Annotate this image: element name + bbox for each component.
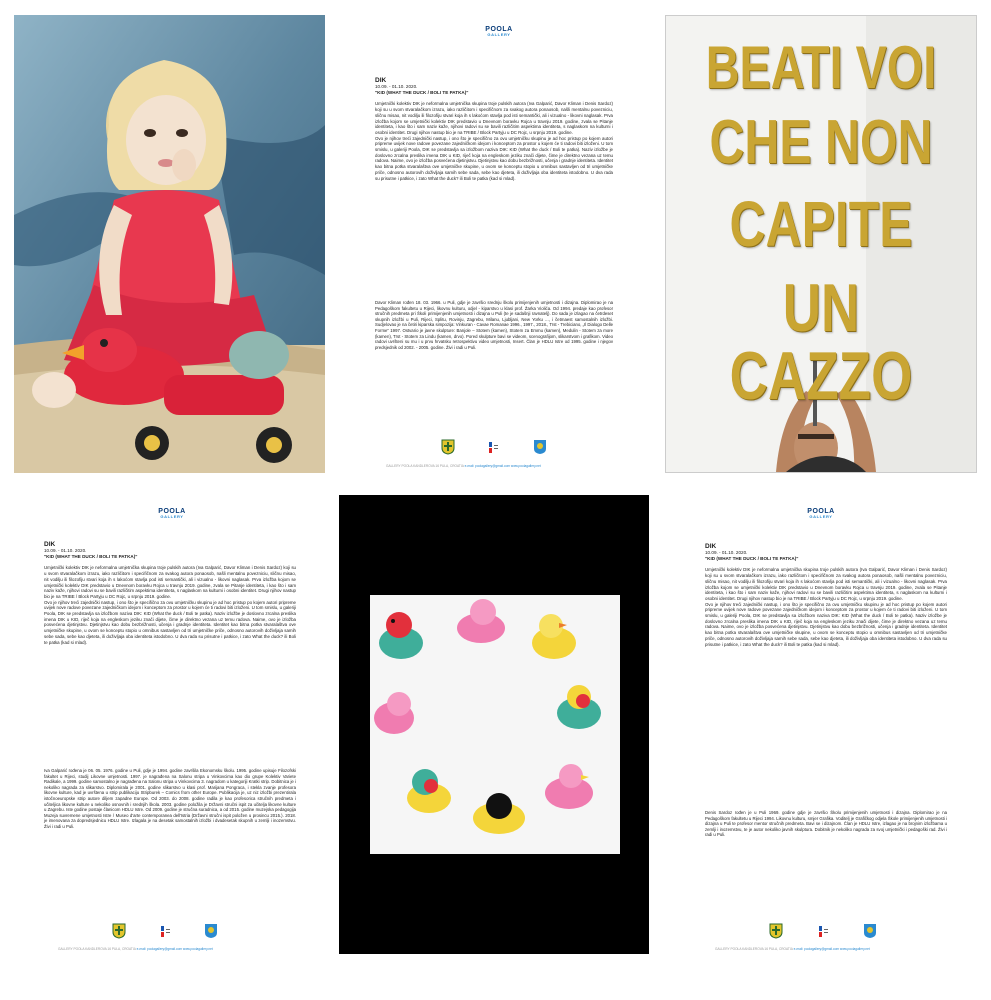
artist-name: DIK [44, 541, 56, 548]
exhibition-dates: 10.09. - 01.10. 2020. [44, 548, 87, 553]
paragraph-2: Ovo je njihov treći zajednički nastup, i ono što je specifično za ovu umjetničku skupinu je ad hoc pristup po kojem autori pripreme uvijek nove radove povezane zajedničkom idejom i konceptom za prostor u kojem će ti radovi biti izloženi. U tom smislu, u galeriji Poola, DIK se predstavlja sa izložbom naziva DIK: KID (What the duck / Boli te patka). Naziv izložbe je doslovno zrcalna preslika imena DIK u KID, riječ koja na engleskom jeziku znači dijete, čime je direktno vezana uz temu radova. Naime, ovo je izložba posvećena djetinjstvu. Djetinjstvu kao dobu bezbrižnosti, učenja i gradnje identiteta. Identitet kao bitna potka stvaralaštva ove umjetničke skupine, u ovom se konceptu stopio u omnibus sastavljen od tri umjetničke priče, odnosno autorovih doživljaja samih sebe sada, sebe kao djeteta, ili doživljaja oba identiteta istodobno. U dva rada su prisutne i patkice, i zato What the duck? ili Boli te patka (kad si mlad). [705, 601, 947, 647]
paragraph-1: Umjetnički kolektiv DIK je neformalna umjetnička skupina troje pulskih autora (Iva Galparić, Davor Kliman i Denis Sardoz) koji su u svom stvaralačkom izrazu, iako različitom i specifičnom za svakog autora ponaosob, našli mentalnu povezniciu, sličnu misao, nit vodilju ili filozofiju stvari koja ih s lakoćom stavlja pod isti semantički, ali i vizualno - likovni naglasak. Prva izložba kojom se umjetnički kolektiv DIK predstavio u Dnevnom boravku Rojca u travnju 2019. godine, zvala se Pitanje identiteta, i kao što i sam naziv kaže, njihovi radovi su se bavili različitim aspektima identiteta, s naglaskom na kulturni i osobni identitet. Drugi njihov nastup bio je na TRIBE / Block Partyju u DC Rojc, u srpnju 2019. godine. [44, 565, 296, 599]
logo-word-gallery: GALLERY [160, 514, 184, 519]
footer [715, 947, 870, 951]
logo-word-gallery: GALLERY [487, 32, 511, 37]
exhibition-dates: 10.09. - 01.10. 2020. [375, 84, 418, 89]
logo-word-gallery: GALLERY [809, 514, 833, 519]
shield-emblem-icon [112, 923, 126, 944]
exhibition-text [375, 77, 613, 181]
footer-contacts: e-mail: poolagallery@gmail.com www.poolagallery.net [793, 947, 870, 951]
artwork-line-2: CHE NON [709, 108, 933, 177]
footer-address: GALLERY POOLA KANDLEROVA 16 PULA, CROATIA [715, 947, 793, 951]
ministry-logo-icon [158, 925, 172, 944]
exhibition-subtitle: "KID (WHAT THE DUCK / BOLI TE PATKA)" [375, 89, 469, 95]
footer-address: GALLERY POOLA KANDLEROVA 16 PULA, CROATIA [58, 947, 136, 951]
bio-kliman: Davor Kliman rođen 18. 03. 1966. u Puli, gdje je završio srednju školu primijenjenih umjetnosti i dizajna. Diplomirao je na Pedagoškom fakultetu u Rijeci, likovnu kulturu, odjel - kiparstvo u klasi prof. Žarka Violića. Od 1994. predaje kao profesor stručnih predmeta pri Školi primijenjenih umjetnosti i dizajna u Puli (te je sadašnji ravnatelj). Do sada je izlagao na četrdeset skupnih izložbi u Puli, Rijeci, Splitu, Rovinju, Zagrebu, Milanu, Ljubljani, New Yorku ..., i četmaest samostalnih izložbi. Sudjelovao je na četiri kiparska simpozija: Vinkuran - Cavae Romanae 1996., 1997., 2018., Trst - Trebiciano, „Il Dialogo Delle Forme“ 1997. Ostvario je javne skulpture: Banjole – Stotem (kamen), Stotem za Emmu (kamen), Medulin - Stotem za more (kamen), Trst - Stotem za Lindu (kamen, drvo). Pored skulpture bavi se videom, scenografijom, slikarstvom i grafikom. Video radovi uvršteni su mu i u prvu hrvatsku retrospektivu video umjetnosti, Insert. Član je HDLU Istre od 1995. godine i njegov predsjednik od 2002. - 2005. godine. Živi i radi u Puli. [375, 300, 613, 350]
footer-contacts: e-mail: poolagallery@gmail.com www.poolagallery.net [136, 947, 213, 951]
exhibition-text [705, 543, 947, 647]
city-crest-icon [863, 923, 877, 944]
footer-contacts: e-mail: poolagallery@gmail.com www.poolagallery.net [464, 464, 541, 468]
bio-galparic: Iva Galparić rođena je 06. 05. 1976. godine u Puli, gdje je 1994. godine završila Ekonomsku školu. 1995. godine upisuje Filozofski fakultet u Rijeci, studij Likovne umjetnosti. 1997. je nagrađena na Salonu stripa u Vinkovcima kao dio grupe Kolektiv Variete Radikale, a 1999. godine samostalno je nagrađena na Salonu stripa u Vinkovcima 3. nagradom u kategoriji Kratki strip. Dobitnica je i nekoliko nagrada za slikarstvo. Diplomirala je 2001. godine slikarstvo u klasi prof. Marijana Pongraca, i stekla zvanje profesora likovne kulture, kad je uvrštena u strip publikaciju Stripburek – Comics from other Europe. Publikacija je, uz niz izložbi prezentirala istočnoeuropske strip autore diljem zapadne Europe. Od 2003. do 2008. godine radila je kao profesorica stručnih predmeta i učiteljica likovne kulture u nekoliko osnovnih i srednjih škola. 2003. godine položila je Državni stručni ispit za učitelja likovne kulture u Zagrebu. Iste godine postaje članicom HDLU Istre. Od 2009. godine je stručna suradnica, a od 2015. godine muzejska pedagogija Muzeja suvremene umjetnosti Istre / Museo d'arte contemporanea dell'Istria (Državni stručni ispit položen u prosincu 2015.). 2018. je imenovana za dopredsjednicu HDLU Istre. Izlagala je na desetak samostalnih izložbi i dvadesetak skupnih u zemlji i inozemstvu. Živi i radi u Puli. [44, 768, 296, 829]
paragraph-2: Ovo je njihov treći zajednički nastup, i ono što je specifično za ovu umjetničku skupinu je ad hoc pristup po kojem autori pripreme uvijek nove radove povezane zajedničkom idejom i konceptom za prostor u kojem će ti radovi biti izloženi. U tom smislu, u galeriji Poola, DIK se predstavlja sa izložbom naziva DIK: KID (What the duck / Boli te patka). Naziv izložbe je doslovno zrcalna preslika imena DIK u KID, riječ koja na engleskom jeziku znači dijete, čime je direktno vezana uz temu radova. Naime, ovo je izložba posvećena djetinjstvu. Djetinjstvu kao dobu bezbrižnosti, učenja i gradnje identiteta. Identitet kao bitna potka stvaralaštva ove umjetničke skupine, u ovom se konceptu stopio u omnibus sastavljen od tri umjetničke priče, odnosno autorovih doživljaja samih sebe sada, sebe kao djeteta, ili doživljaja oba identiteta istodobno. U dva rada su prisutne i patkice, i zato What the duck? ili Boli te patka (kad si mlad). [375, 135, 613, 181]
city-crest-icon [533, 439, 547, 460]
poola-gallery-logo [147, 508, 197, 519]
exhibition-dates: 10.09. - 01.10. 2020. [705, 550, 748, 555]
paragraph-1: Umjetnički kolektiv DIK je neformalna umjetnička skupina troje pulskih autora (Iva Galparić, Davor Kliman i Denis Sardoz) koji su u svom stvaralačkom izrazu, iako različitom i specifičnom za svakog autora ponaosob, našli mentalnu povezniciu, sličnu misao, nit vodilju ili filozofiju stvari koja ih s lakoćom stavlja pod isti semantički, ali i vizualno - likovni naglasak. Prva izložba kojom se umjetnički kolektiv DIK predstavio u Dnevnom boravku Rojca u travnju 2019. godine, zvala se Pitanje identiteta, i kao što i sam naziv kaže, njihovi radovi su se bavili različitim aspektima identiteta, s naglaskom na kulturni i osobni identitet. Drugi njihov nastup bio je na TRIBE / Block Partyju u DC Rojc, u srpnju 2019. godine. [375, 101, 613, 135]
painting-child-with-toy-duck [14, 15, 325, 473]
shield-emblem-icon [441, 439, 455, 460]
gold-letters-artwork [665, 15, 977, 473]
poola-gallery-logo [474, 26, 524, 37]
artwork-line-3: CAPITE [729, 188, 913, 260]
ministry-logo-icon [816, 925, 830, 944]
exhibition-subtitle: "KID (WHAT THE DUCK / BOLI TE PATKA)" [44, 553, 138, 559]
artwork-line-1: BEATI VOI [705, 34, 937, 101]
bio-sardoz: Denis Sardoz rođen je u Puli 1969. godine gdje je završio Školu primijenjenih umjetnosti i dizajna. Diplomirao je na Pedagoškom fakultetu u Rijeci 1994. Likovnu kulturu, smjer Grafika. Voditelj je Grafičkog odjela Škole primijenjenih umjetnosti i dizajna u Puli te profesor mentor stručnih predmeta. Bavi se i dizajnom. Član je HDLU Istre, izlagao je na brojnim izložbama u zemlji i inozemstvu, te je autor nekoliko javnih skulptura. Dobitnik je nekoliko nagrada za svoj umjetnički i pedagoški rad. Živi i radi u Puli. [705, 810, 947, 838]
exhibition-page-sardoz [665, 495, 977, 957]
footer-address: GALLERY POOLA KANDLEROVA 16 PULA, CROATIA [386, 464, 464, 468]
artist-name: DIK [705, 543, 717, 550]
ministry-logo-icon [486, 441, 500, 460]
shield-emblem-icon [769, 923, 783, 944]
city-crest-icon [204, 923, 218, 944]
exhibition-text [44, 541, 296, 645]
ducks-photo [339, 495, 649, 954]
paragraph-2: Ovo je njihov treći zajednički nastup, i ono što je specifično za ovu umjetničku skupinu je ad hoc pristup po kojem autori pripreme uvijek nove radove povezane zajedničkom idejom i konceptom za prostor u kojem će ti radovi biti izloženi. U tom smislu, u galeriji Poola, DIK se predstavlja sa izložbom naziva DIK: KID (What the duck / Boli te patka). Naziv izložbe je doslovno zrcalna preslika imena DIK u KID, riječ koja na engleskom jeziku znači dijete, čime je direktno vezana uz temu radova. Naime, ovo je izložba posvećena djetinjstvu. Djetinjstvu kao dobu bezbrižnosti, učenja i gradnje identiteta. Identitet kao bitna potka stvaralaštva ove umjetničke skupine, u ovom se konceptu stopio u omnibus sastavljen od tri umjetničke priče, odnosno autorovih doživljaja samih sebe sada, sebe kao djeteta, ili doživljaja oba identiteta istodobno. U dva rada su prisutne i patkice, i zato What the duck? ili Boli te patka (kad si mlad). [44, 599, 296, 645]
artist-name: DIK [375, 77, 387, 84]
child-painting-image [14, 15, 325, 473]
exhibition-page-kliman [338, 15, 652, 473]
rubber-ducks-artwork [339, 495, 649, 954]
footer [386, 464, 541, 468]
logo-word-poola: POOLA [807, 508, 835, 515]
artwork-line-4: UN CAZZO [729, 270, 913, 414]
exhibition-subtitle: "KID (WHAT THE DUCK / BOLI TE PATKA)" [705, 555, 799, 561]
footer [58, 947, 213, 951]
poola-gallery-logo [796, 508, 846, 519]
exhibition-page-galparic [14, 495, 325, 957]
paragraph-1: Umjetnički kolektiv DIK je neformalna umjetnička skupina troje pulskih autora (Iva Galparić, Davor Kliman i Denis Sardoz) koji su u svom stvaralačkom izrazu, iako različitom i specifičnom za svakog autora ponaosob, našli mentalnu povezniciu, sličnu misao, nit vodilju ili filozofiju stvari koja ih s lakoćom stavlja pod isti semantički, ali i vizualno - likovni naglasak. Prva izložba kojom se umjetnički kolektiv DIK predstavio u Dnevnom boravku Rojca u travnju 2019. godine, zvala se Pitanje identiteta, i kao što i sam naziv kaže, njihovi radovi su se bavili različitim aspektima identiteta, s naglaskom na kulturni i osobni identitet. Drugi njihov nastup bio je na TRIBE / Block Partyju u DC Rojc, u srpnju 2019. godine. [705, 567, 947, 601]
logo-word-poola: POOLA [158, 508, 186, 515]
logo-word-poola: POOLA [485, 26, 513, 33]
